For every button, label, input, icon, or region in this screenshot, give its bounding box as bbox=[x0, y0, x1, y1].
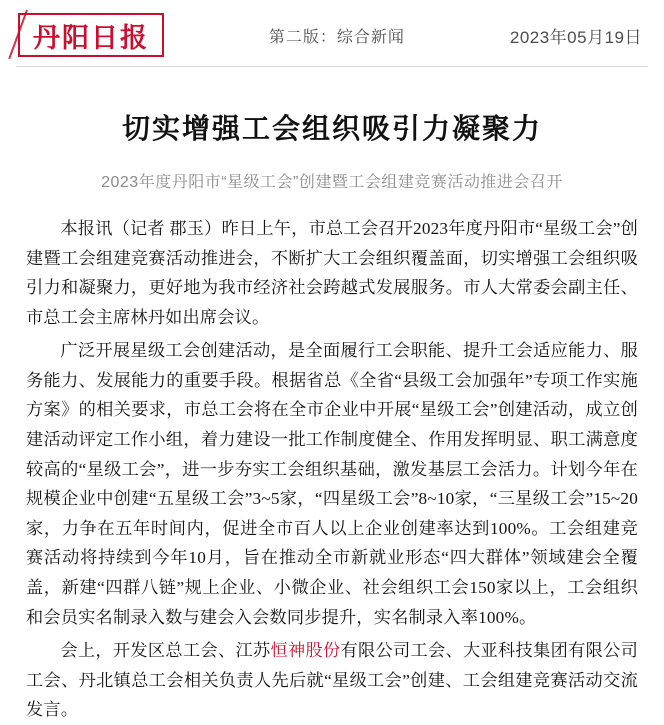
masthead-divider bbox=[16, 66, 648, 67]
newspaper-logo bbox=[18, 13, 164, 57]
article-body bbox=[26, 214, 638, 725]
article-paragraph: 广泛开展星级工会创建活动，是全面履行工会职能、提升工会适应能力、服务能力、发展能力的重要手段。根据省总《全省“县级工会加强年”专项工作实施方案》的相关要求，市总工会将在全市企业中开展“星级工会”创建活动，成立创建活动评定工作小组，着力建设一批工作制度健全、作用发挥明显、职工满意度较高的“星级工会”，进一步夯实工会组织基础，激发基层工会活力。计划今年在规模企业中创建“五星级工会”3~5家，“四星级工会”8~10家，“三星级工会”15~20家，力争在五年时间内，促进全市百人以上企业创建率达到100%。工会组建竞赛活动将持续到今年10月，旨在推动全市新就业形态“四大群体”领域建会全覆盖，新建“四群八链”规上企业、小微企业、社会组织工会150家以上，工会组织和会员实名制录入数与建会入会数同步提升，实名制录入率100%。 bbox=[26, 341, 638, 627]
paragraph-text-after: 有限公司工会、大亚科技集团有限公司工会、丹北镇总工会相关负责人先后就“星级工会”创建、工会组建竞赛活动交流发言。 bbox=[26, 641, 638, 720]
masthead bbox=[0, 0, 664, 66]
edition-label: 第二版：综合新闻 bbox=[268, 28, 405, 46]
article-paragraph: 本报讯（记者 郡玉）昨日上午，市总工会召开2023年度丹阳市“星级工会”创建暨工会组建竞赛活动推进会，不断扩大工会组织覆盖面，切实增强工会组织吸引力和凝聚力，更好地为我市经济社会跨越式发展服务。市人大常委会副主任、市总工会主席林丹如出席会议。 bbox=[26, 219, 638, 327]
article bbox=[0, 107, 664, 725]
paragraph-text-before: 会上，开发区总工会、江苏 bbox=[60, 641, 271, 661]
logo-text: 丹阳日报 bbox=[33, 22, 149, 53]
company-name-highlight: 恒神股份 bbox=[270, 641, 341, 661]
article-subheadline: 2023年度丹阳市“星级工会”创建暨工会组建竞赛活动推进会召开 bbox=[101, 174, 563, 191]
article-paragraph-final bbox=[26, 636, 638, 725]
page-title: 切实增强工会组织吸引力凝聚力 bbox=[121, 113, 542, 144]
publication-date: 2023年05月19日 bbox=[509, 27, 642, 47]
